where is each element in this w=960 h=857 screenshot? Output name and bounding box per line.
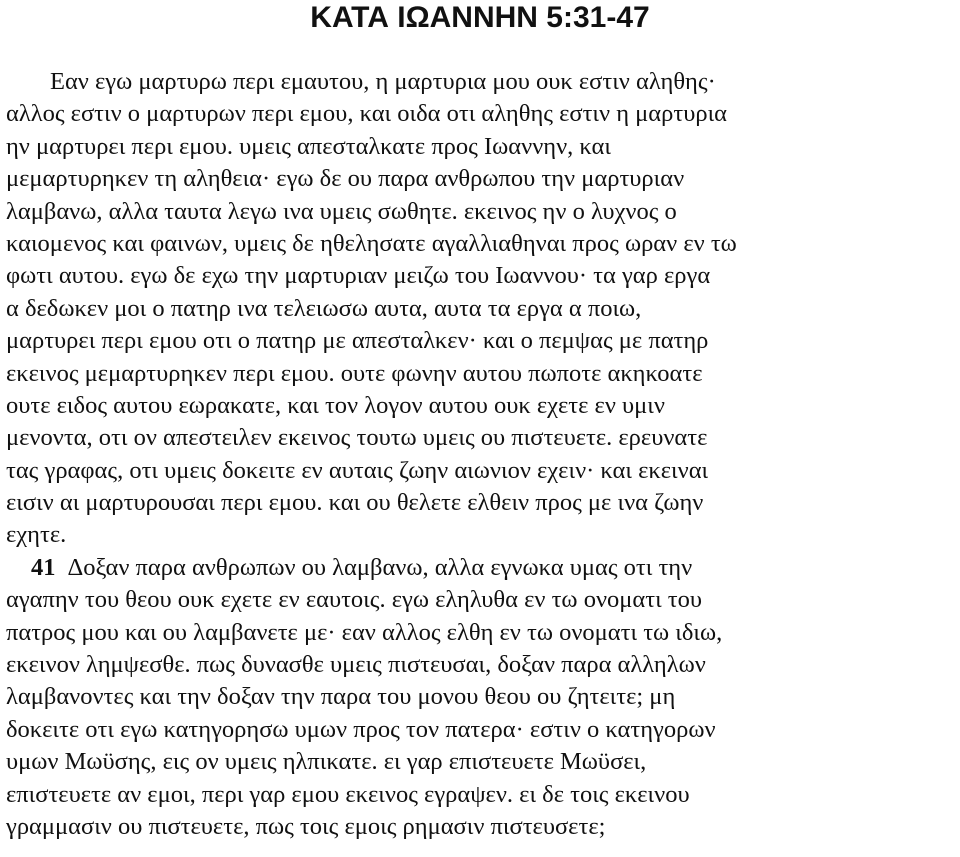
paragraph-2: [6, 552, 956, 844]
text-line: τας γραφας, οτι υμεις δοκειτε εν αυταις ζωην αιωνιον εχειν· και εκειναι: [6, 456, 709, 484]
text-line: εκεινος μεμαρτυρηκεν περι εμου. ουτε φωνην αυτου πωποτε ακηκοατε: [6, 359, 703, 387]
text-line: ουτε ειδος αυτου εωρακατε, και τον λογον αυτου ουκ εχετε εν υμιν: [6, 391, 665, 419]
text-line: δοκειτε οτι εγω κατηγορησω υμων προς τον πατερα· εστιν ο κατηγορων: [6, 715, 716, 743]
text-line: εκεινον λημψεσθε. πως δυνασθε υμεις πιστευσαι, δοξαν παρα αλληλων: [6, 651, 706, 679]
page-title: ΚΑΤΑ ΙΩΑΝΝΗΝ 5:31-47: [310, 1, 650, 34]
text-line: μενοντα, οτι ον απεστειλεν εκεινος τουτω υμεις ου πιστευετε. ερευνατε: [6, 424, 708, 452]
text-line: γραμμασιν ου πιστευετε, πως τοις εμοις ρημασιν πιστευσετε;: [6, 812, 606, 840]
text-line: λαμβανοντες και την δοξαν την παρα του μονου θεου ου ζητειτε; μη: [6, 683, 676, 711]
verse-text: Δοξαν παρα ανθρωπων ου λαμβανω, αλλα εγνωκα υμας οτι την: [67, 553, 693, 581]
text-line: λαμβανω, αλλα ταυτα λεγω ινα υμεις σωθητε. εκεινος ην ο λυχνος ο: [6, 197, 677, 225]
paragraph-1: [6, 66, 956, 552]
text-line: ην μαρτυρει περι εμου. υμεις απεσταλκατε προς Ιωαννην, και: [6, 132, 611, 160]
text-line: εχητε.: [6, 521, 67, 549]
text-line: επιστευετε αν εμοι, περι γαρ εμου εκεινος εγραψεν. ει δε τοις εκεινου: [6, 780, 690, 808]
text-line: μεμαρτυρηκεν τη αληθεια· εγω δε ου παρα ανθρωπου την μαρτυριαν: [6, 165, 685, 193]
text-line: αγαπην του θεου ουκ εχετε εν εαυτοις. εγω εληλυθα εν τω ονοματι του: [6, 586, 703, 614]
text-line: μαρτυρει περι εμου οτι ο πατηρ με απεσταλκεν· και ο πεμψας με πατηρ: [6, 327, 709, 355]
text-line: αλλος εστιν ο μαρτυρων περι εμου, και οιδα οτι αληθης εστιν η μαρτυρια: [6, 100, 727, 128]
text-line: φωτι αυτου. εγω δε εχω την μαρτυριαν μειζω του Ιωαννου· τα γαρ εργα: [6, 262, 711, 290]
text-line: πατρος μου και ου λαμβανετε με· εαν αλλος ελθη εν τω ονοματι τω ιδιω,: [6, 618, 723, 646]
scripture-text: [6, 66, 956, 843]
verse-number: 41: [31, 553, 56, 581]
text-line: Εαν εγω μαρτυρω περι εμαυτου, η μαρτυρια μου ουκ εστιν αληθης·: [50, 68, 716, 95]
text-line: α δεδωκεν μοι ο πατηρ ινα τελειωσω αυτα, αυτα τα εργα α ποιω,: [6, 294, 642, 322]
verse-41-line: [6, 552, 956, 584]
text-line: καιομενος και φαινων, υμεις δε ηθελησατε αγαλλιαθηναι προς ωραν εν τω: [6, 229, 737, 257]
text-line: υμων Μωϋσης, εις ον υμεις ηλπικατε. ει γαρ επιστευετε Μωϋσει,: [6, 748, 647, 776]
text-line: εισιν αι μαρτυρουσαι περι εμου. και ου θελετε ελθειν προς με ινα ζωην: [6, 489, 704, 517]
